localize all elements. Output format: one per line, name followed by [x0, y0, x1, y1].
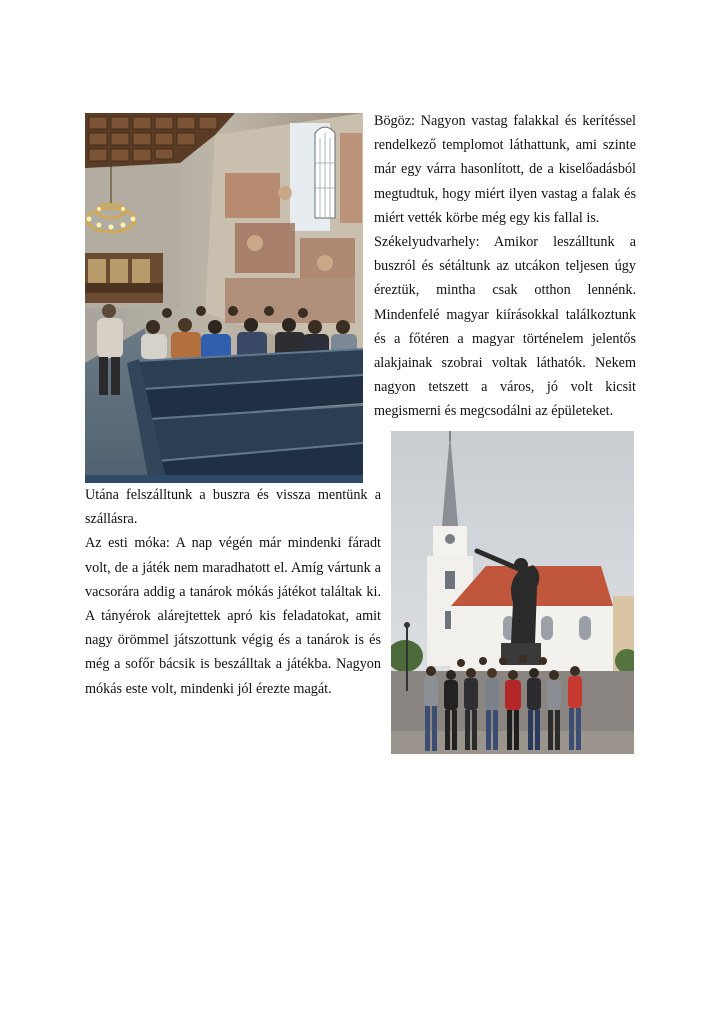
statue-square-photo — [391, 431, 634, 754]
church-interior-photo — [85, 113, 363, 483]
evening-fun-paragraph: Az esti móka: A nap végén már mindenki fáradt volt, de a játék nem maradhatott el. Amíg vártunk a vacsorára addig a tanárok mókás játékot találtak ki. A tányérok alárejtettek apró kis feladatokat, amit nagy örömmel játszottunk végig és a tanárok is és még a sofőr bácsik is beszálltak a játékba. Nagyon mókás este volt, mindenki jól érezte magát. — [85, 535, 381, 697]
left-column-text — [85, 483, 381, 701]
szekelyudvarhely-paragraph: Székelyudvarhely: Amikor leszálltunk a buszról és sétáltunk az utcákon teljesen úgy éreztük, mintha csak otthon lennénk. Mindenfelé magyar kiírásokkal találkoztunk és a főtéren a magyar történelem jelentős alakjainak szobrai voltak láthatók. Nekem nagyon tetszett a város, jó volt kicsit megismerni és megcsodálni az épületeket. — [374, 234, 636, 420]
church-interior-icon — [85, 113, 363, 483]
statue-and-church-icon — [391, 431, 634, 754]
right-column-text — [374, 109, 636, 424]
bogoz-paragraph: Bögöz: Nagyon vastag falakkal és kerítéssel rendelkező templomot láthattunk, ami szinte már egy várra hasonlított, de a kiselőadásból megtudtuk, hogy miért ilyen vastag a falak és miért vették körbe még egy kis fallal is. — [374, 113, 636, 226]
return-paragraph: Utána felszálltunk a buszra és vissza mentünk a szállásra. — [85, 487, 381, 528]
